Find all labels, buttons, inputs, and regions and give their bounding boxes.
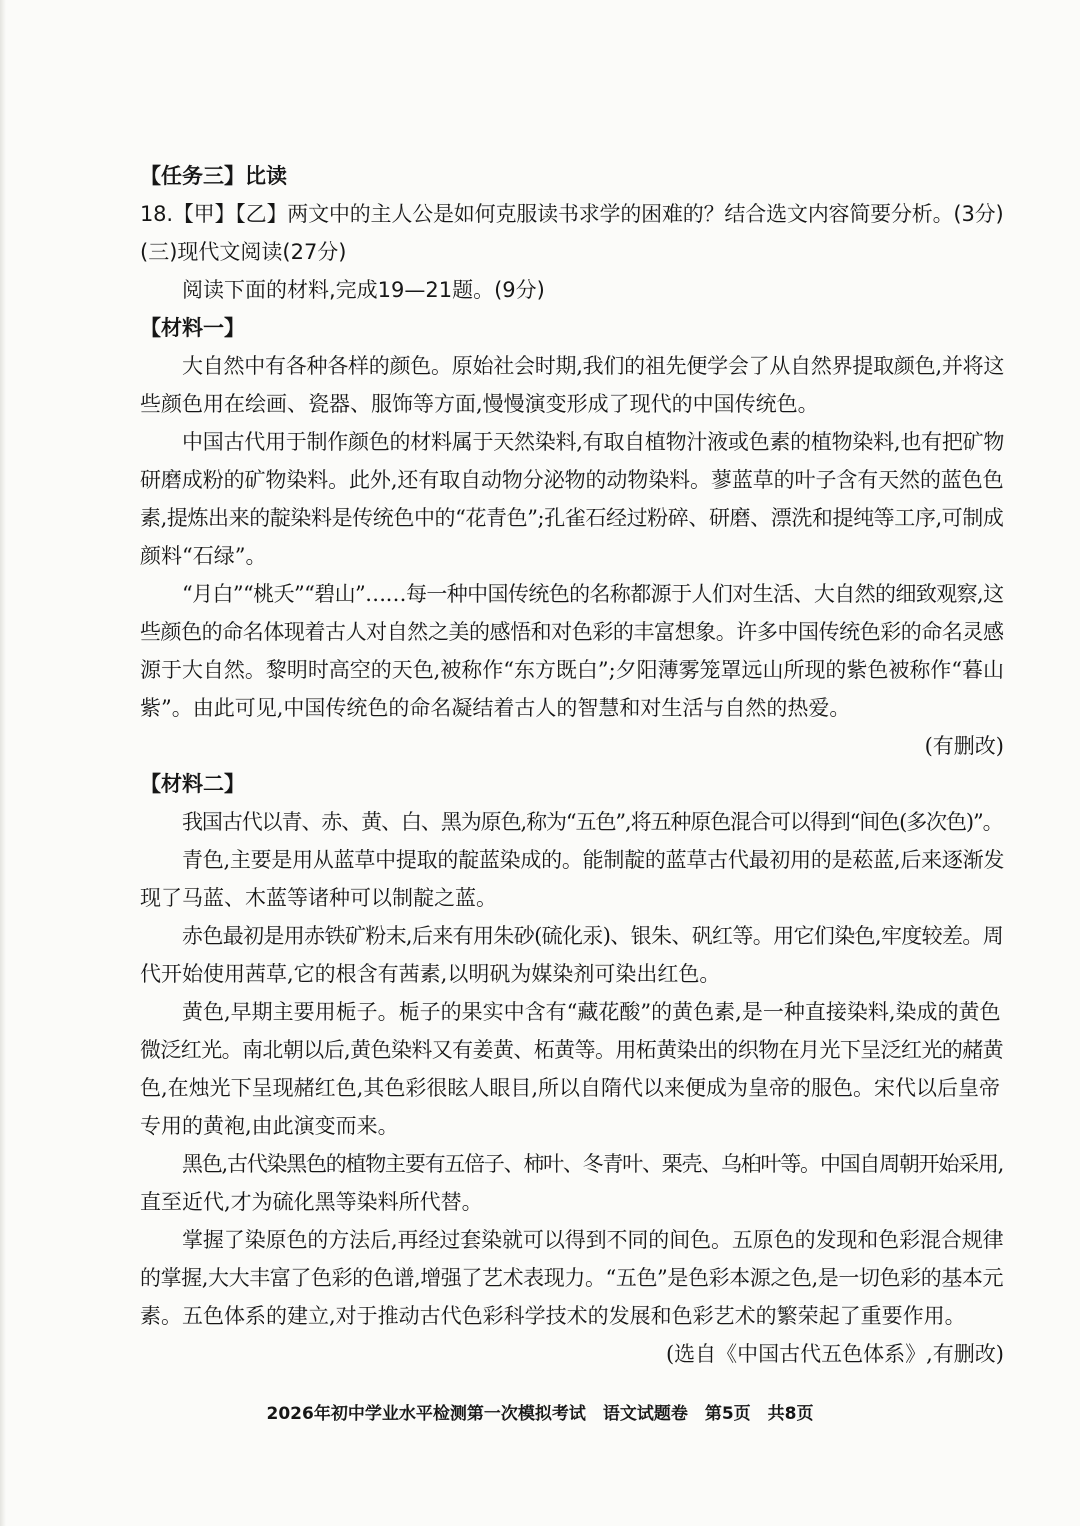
material2-line: 代开始使用茜草,它的根含有茜素,以明矾为媒染剂可染出红色。 bbox=[140, 962, 721, 986]
material1-line: 源于大自然。黎明时高空的天色,被称作“东方既白”;夕阳薄雾笼罩远山所现的紫色被称作“暮山 bbox=[140, 658, 1004, 682]
material2-line: 素。五色体系的建立,对于推动古代色彩科学技术的发展和色彩艺术的繁荣起了重要作用。 bbox=[140, 1304, 966, 1328]
material2-source: (选自《中国古代五色体系》,有删改) bbox=[665, 1342, 1004, 1366]
material2-line: 专用的黄袍,由此演变而来。 bbox=[140, 1114, 399, 1138]
question-18: 18.【甲】【乙】两文中的主人公是如何克服读书求学的困难的？结合选文内容简要分析。(3分) bbox=[140, 202, 1004, 226]
material1-source: (有删改) bbox=[924, 734, 1004, 758]
task3-heading: 【任务三】比读 bbox=[140, 164, 287, 188]
material2-line: 赤色最初是用赤铁矿粉末,后来有用朱砂(硫化汞)、银朱、矾红等。用它们染色,牢度较差。周 bbox=[182, 924, 1004, 948]
material2-line: 直至近代,才为硫化黑等染料所代替。 bbox=[140, 1190, 483, 1214]
page-footer: 2026年初中学业水平检测第一次模拟考试 语文试题卷 第5页 共8页 bbox=[266, 1404, 814, 1424]
section3-instruction: 阅读下面的材料,完成19—21题。(9分) bbox=[182, 278, 545, 302]
material2-line: 微泛红光。南北朝以后,黄色染料又有姜黄、柘黄等。用柘黄染出的织物在月光下呈泛红光的赭黄 bbox=[140, 1038, 1004, 1062]
material1-line: 颜料“石绿”。 bbox=[140, 544, 267, 568]
material2-line: 黄色,早期主要用栀子。栀子的果实中含有“藏花酸”的黄色素,是一种直接染料,染成的黄色 bbox=[182, 1000, 1001, 1024]
material2-line: 现了马蓝、木蓝等诸种可以制靛之蓝。 bbox=[140, 886, 497, 910]
material2-line: 青色,主要是用从蓝草中提取的靛蓝染成的。能制靛的蓝草古代最初用的是菘蓝,后来逐渐发 bbox=[182, 848, 1005, 872]
material1-line: 大自然中有各种各样的颜色。原始社会时期,我们的祖先便学会了从自然界提取颜色,并将这 bbox=[182, 354, 1005, 378]
material2-label: 【材料二】 bbox=[140, 772, 245, 796]
material2-line: 我国古代以青、赤、黄、白、黑为原色,称为“五色”,将五种原色混合可以得到“间色(多次色)”。 bbox=[182, 810, 1003, 834]
material1-line: 中国古代用于制作颜色的材料属于天然染料,有取自植物汁液或色素的植物染料,也有把矿物 bbox=[182, 430, 1005, 454]
material1-line: 紫”。由此可见,中国传统色的命名凝结着古人的智慧和对生活与自然的热爱。 bbox=[140, 696, 851, 720]
section3-heading: (三)现代文阅读(27分) bbox=[140, 240, 347, 264]
material2-line: 掌握了染原色的方法后,再经过套染就可以得到不同的间色。五原色的发现和色彩混合规律 bbox=[182, 1228, 1004, 1252]
material1-label: 【材料一】 bbox=[140, 316, 245, 340]
material1-line: 素,提炼出来的靛染料是传统色中的“花青色”;孔雀石经过粉碎、研磨、漂洗和提纯等工序,可制成 bbox=[140, 506, 1004, 530]
material1-line: 些颜色的命名体现着古人对自然之美的感悟和对色彩的丰富想象。许多中国传统色彩的命名灵感 bbox=[140, 620, 1004, 644]
material2-line: 的掌握,大大丰富了色彩的色谱,增强了艺术表现力。“五色”是色彩本源之色,是一切色彩的基本元 bbox=[140, 1266, 1004, 1290]
material2-line: 黑色,古代染黑色的植物主要有五倍子、柿叶、冬青叶、栗壳、乌桕叶等。中国自周朝开始采用, bbox=[182, 1152, 1004, 1176]
material1-line: “月白”“桃夭”“碧山”……每一种中国传统色的名称都源于人们对生活、大自然的细致观察,这 bbox=[182, 582, 1004, 606]
material1-line: 些颜色用在绘画、瓷器、服饰等方面,慢慢演变形成了现代的中国传统色。 bbox=[140, 392, 819, 416]
material2-line: 色,在烛光下呈现赭红色,其色彩很眩人眼目,所以自隋代以来便成为皇帝的服色。宋代以后皇帝 bbox=[140, 1076, 1001, 1100]
scan-edge-shadow bbox=[0, 0, 6, 1526]
material1-line: 研磨成粉的矿物染料。此外,还有取自动物分泌物的动物染料。蓼蓝草的叶子含有天然的蓝色色 bbox=[140, 468, 1004, 492]
